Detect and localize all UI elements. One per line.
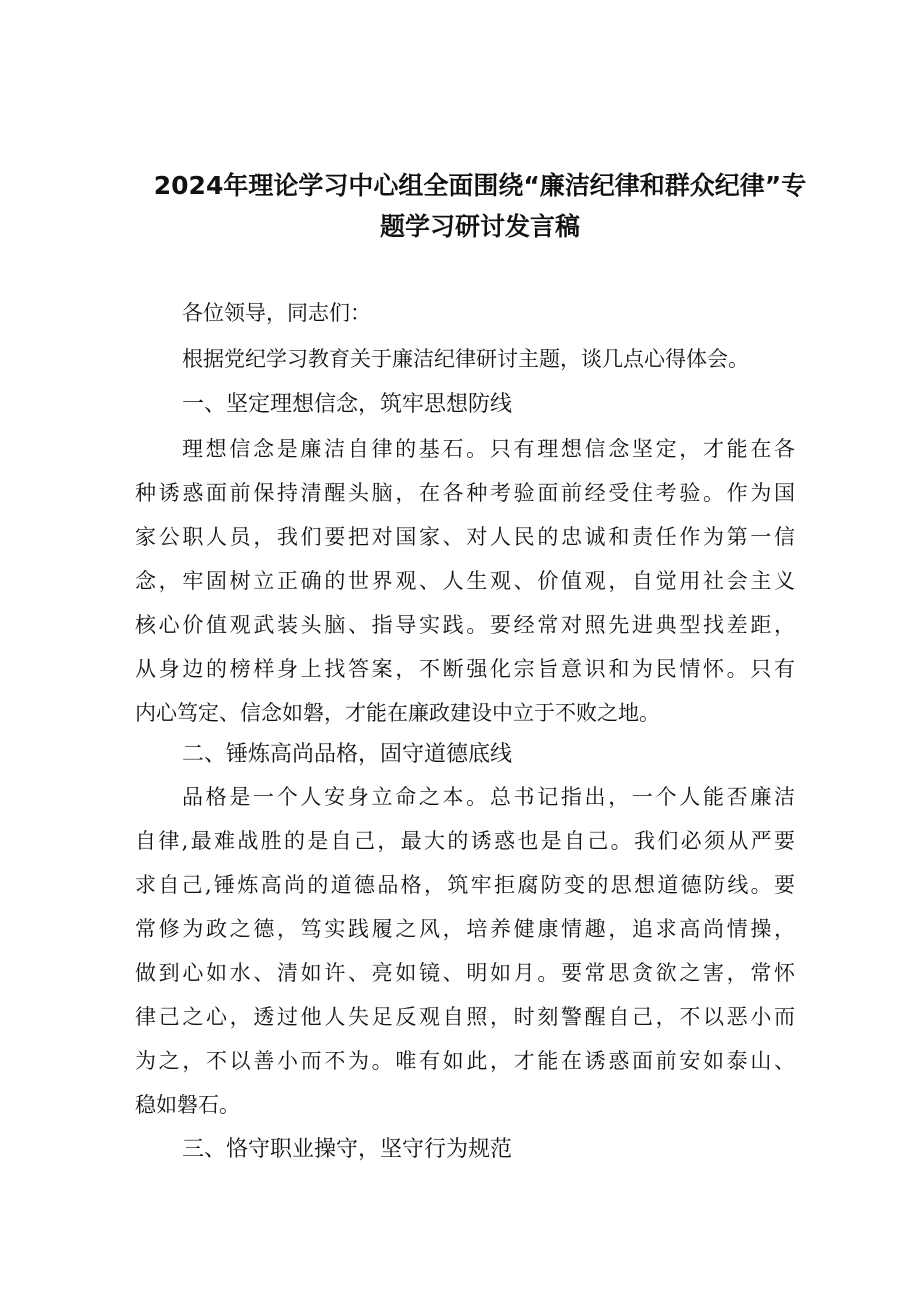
intro-paragraph: 根据党纪学习教育关于廉洁纪律研讨主题，谈几点心得体会。 <box>182 347 749 371</box>
paragraph-line: 做到心如水、清如许、亮如镜、明如月。要常思贪欲之害，常怀 <box>135 961 795 985</box>
paragraph-line: 从身边的榜样身上找答案，不断强化宗旨意识和为民情怀。只有 <box>135 657 795 681</box>
paragraph-line: 念，牢固树立正确的世界观、人生观、价值观，自觉用社会主义 <box>135 569 795 593</box>
section-heading-1: 一、坚定理想信念，筑牢思想防线 <box>182 392 513 417</box>
paragraph-line: 自律,最难战胜的是自己，最大的诱惑也是自己。我们必须从严要 <box>135 829 795 853</box>
paragraph-line: 内心笃定、信念如磐，才能在廉政建设中立于不败之地。 <box>135 701 660 725</box>
paragraph-line: 理想信念是廉洁自律的基石。只有理想信念坚定，才能在各 <box>182 437 795 461</box>
section-heading-3: 三、恪守职业操守，坚守行为规范 <box>182 1137 513 1162</box>
paragraph-line: 核心价值观武装头脑、指导实践。要经常对照先进典型找差距， <box>135 613 795 637</box>
document-title-line-1: 2024年理论学习中心组全面围绕“廉洁纪律和群众纪律”专 <box>153 171 807 200</box>
salutation: 各位领导，同志们： <box>182 301 371 325</box>
document-title-line-2: 题学习研讨发言稿 <box>379 212 580 241</box>
paragraph-line: 种诱惑面前保持清醒头脑，在各种考验面前经受住考验。作为国 <box>135 481 795 505</box>
paragraph-line: 家公职人员，我们要把对国家、对人民的忠诚和责任作为第一信 <box>135 525 795 549</box>
paragraph-line: 品格是一个人安身立命之本。总书记指出，一个人能否廉洁 <box>182 785 795 809</box>
paragraph-line: 常修为政之德，笃实践履之风，培养健康情趣，追求高尚情操， <box>135 917 795 941</box>
paragraph-line: 为之，不以善小而不为。唯有如此，才能在诱惑面前安如泰山、 <box>135 1049 795 1073</box>
section-heading-2: 二、锤炼高尚品格，固守道德底线 <box>182 742 513 767</box>
paragraph-line: 律己之心，透过他人失足反观自照，时刻警醒自己，不以恶小而 <box>135 1005 795 1029</box>
paragraph-line: 稳如磐石。 <box>135 1093 240 1117</box>
paragraph-line: 求自己,锤炼高尚的道德品格，筑牢拒腐防变的思想道德防线。要 <box>135 873 795 897</box>
